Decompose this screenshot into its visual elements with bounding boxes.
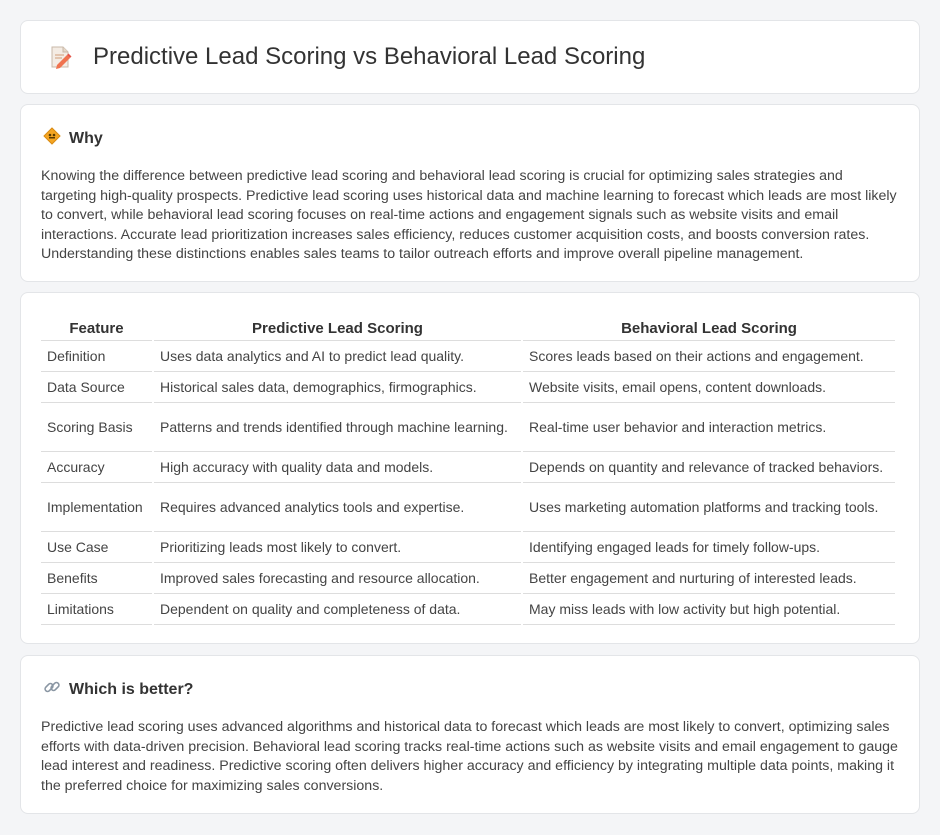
- table-header-row: [41, 313, 895, 341]
- better-heading-row: [41, 678, 899, 701]
- why-heading: Why: [69, 129, 103, 147]
- table-row: [41, 483, 895, 532]
- which-better-section: [20, 655, 920, 814]
- table-row: [41, 563, 895, 594]
- why-heading-row: [41, 127, 899, 150]
- table-cell-feature: Use Case: [41, 532, 152, 563]
- table-header-behavioral: Behavioral Lead Scoring: [523, 313, 895, 341]
- table-cell-feature: Data Source: [41, 372, 152, 403]
- table-cell-behavioral: Scores leads based on their actions and engagement.: [523, 341, 895, 372]
- table-cell-behavioral: Identifying engaged leads for timely follow-ups.: [523, 532, 895, 563]
- table-cell-feature: Definition: [41, 341, 152, 372]
- better-heading: Which is better?: [69, 680, 194, 698]
- table-cell-predictive: Requires advanced analytics tools and expertise.: [154, 483, 521, 532]
- table-cell-behavioral: Depends on quantity and relevance of tracked behaviors.: [523, 452, 895, 483]
- table-cell-feature: Benefits: [41, 563, 152, 594]
- table-cell-predictive: Historical sales data, demographics, firmographics.: [154, 372, 521, 403]
- table-cell-behavioral: Website visits, email opens, content downloads.: [523, 372, 895, 403]
- table-cell-feature: Limitations: [41, 594, 152, 625]
- table-cell-behavioral: Real-time user behavior and interaction metrics.: [523, 403, 895, 452]
- table-header-predictive: Predictive Lead Scoring: [154, 313, 521, 341]
- link-icon: [43, 678, 61, 701]
- table-header-feature: Feature: [41, 313, 152, 341]
- document-pencil-icon: [45, 42, 75, 72]
- why-body: Knowing the difference between predictive lead scoring and behavioral lead scoring is crucial for optimizing sales strategies and targeting high-quality prospects. Predictive lead scoring uses historical data and machine learning to forecast which leads are most likely to convert, while behavioral lead scoring focuses on real-time actions and engagement signals such as website visits and email interactions. Accurate lead prioritization increases sales efficiency, reduces customer acquisition costs, and boosts conversion rates. Understanding these distinctions enables sales teams to tailor outreach efforts and improve overall pipeline management.: [41, 168, 897, 262]
- table-cell-predictive: Prioritizing leads most likely to convert.: [154, 532, 521, 563]
- table-row: [41, 372, 895, 403]
- table-row: [41, 452, 895, 483]
- comparison-table-card: [20, 292, 920, 644]
- table-cell-predictive: Dependent on quality and completeness of data.: [154, 594, 521, 625]
- table-row: [41, 341, 895, 372]
- table-cell-behavioral: May miss leads with low activity but high potential.: [523, 594, 895, 625]
- table-cell-feature: Implementation: [41, 483, 152, 532]
- table-cell-predictive: Uses data analytics and AI to predict lead quality.: [154, 341, 521, 372]
- title-card: [20, 20, 920, 94]
- page-title: Predictive Lead Scoring vs Behavioral Lead Scoring: [93, 43, 646, 70]
- diamond-sign-icon: [43, 127, 61, 150]
- comparison-table: [39, 313, 897, 625]
- table-cell-behavioral: Better engagement and nurturing of interested leads.: [523, 563, 895, 594]
- table-row: [41, 403, 895, 452]
- table-cell-predictive: Patterns and trends identified through machine learning.: [154, 403, 521, 452]
- table-cell-predictive: High accuracy with quality data and models.: [154, 452, 521, 483]
- better-body: Predictive lead scoring uses advanced algorithms and historical data to forecast which leads are most likely to convert, optimizing sales efforts with data-driven precision. Behavioral lead scoring tracks real-time actions such as website visits and email engagement to gauge lead interest and readiness. Predictive scoring often delivers higher accuracy and efficiency by integrating multiple data points, making it the preferred choice for maximizing sales conversions.: [41, 719, 898, 794]
- why-section: [20, 104, 920, 282]
- table-cell-feature: Scoring Basis: [41, 403, 152, 452]
- table-cell-predictive: Improved sales forecasting and resource allocation.: [154, 563, 521, 594]
- table-row: [41, 532, 895, 563]
- table-cell-behavioral: Uses marketing automation platforms and tracking tools.: [523, 483, 895, 532]
- table-row: [41, 594, 895, 625]
- table-cell-feature: Accuracy: [41, 452, 152, 483]
